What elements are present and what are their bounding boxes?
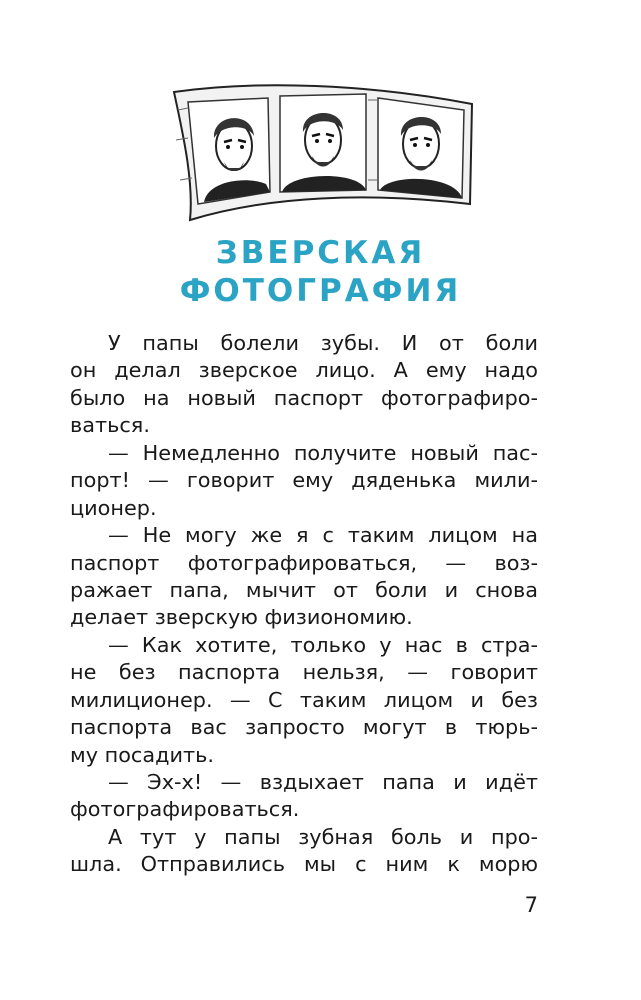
text-line: ражает папа, мычит от боли и снова — [70, 577, 538, 602]
paragraph — [70, 440, 538, 522]
page-number: 7 — [524, 893, 538, 917]
text-line: — Как хотите, только у нас в стра- — [108, 632, 538, 657]
text-line: было на новый паспорт фотографиро- — [70, 385, 538, 410]
chapter-title-line-1: ЗВЕРСКАЯ — [215, 235, 426, 271]
paragraph — [70, 769, 538, 824]
text-line: ваться. — [70, 413, 150, 438]
paragraph — [70, 522, 538, 632]
paragraph — [70, 824, 538, 879]
text-line: — Немедленно получите новый пас- — [108, 440, 538, 465]
photo-strip-three-portraits-icon — [168, 80, 478, 228]
text-line: шла. Отправились мы с ним к морю — [70, 852, 538, 877]
text-line: фотографироваться. — [70, 797, 300, 822]
text-line: — Эх-х! — вздыхает папа и идёт — [108, 770, 538, 794]
text-line: милиционер. — С таким лицом и без — [70, 687, 538, 712]
paragraph — [70, 632, 538, 769]
text-line: му посадить. — [70, 742, 214, 767]
chapter-title-line-2: ФОТОГРАФИЯ — [179, 273, 462, 309]
text-line: не без паспорта нельзя, — говорит — [70, 660, 538, 685]
text-line: он делал зверское лицо. А ему надо — [70, 358, 538, 383]
text-line: делает зверскую физиономию. — [70, 605, 413, 630]
text-line: порт! — говорит ему дяденька мили- — [70, 468, 538, 493]
text-line: ционер. — [70, 495, 157, 520]
paragraph — [70, 330, 538, 440]
text-line: — Не могу же я с таким лицом на — [108, 523, 538, 548]
text-line: У папы болели зубы. И от боли — [108, 331, 538, 355]
text-line: А тут у папы зубная боль и про- — [108, 824, 538, 849]
chapter-title — [0, 234, 641, 310]
body-text — [70, 330, 538, 879]
text-line: паспорт фотографироваться, — воз- — [70, 550, 538, 575]
text-line: паспорта вас запросто могут в тюрь- — [70, 715, 538, 740]
